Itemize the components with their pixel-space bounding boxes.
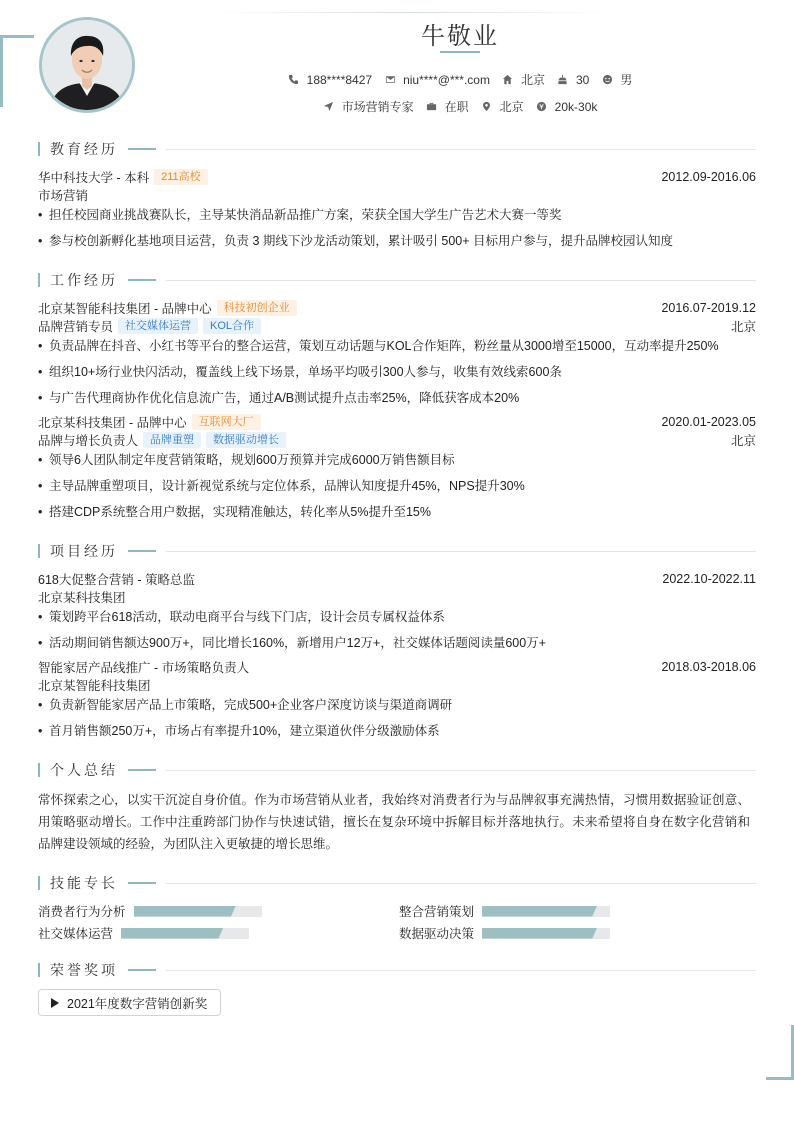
skill-name: 整合营销策划	[399, 905, 475, 919]
work-role-row	[38, 432, 756, 448]
list-item: • 搭建CDP系统整合用户数据，实现精准触达，转化率从5%提升至15%	[38, 504, 756, 520]
send-icon	[323, 101, 335, 113]
section-title-work	[38, 270, 756, 290]
list-item: • 策划跨平台618活动，联动电商平台与线下门店，设计会员专属权益体系	[38, 609, 756, 625]
work-company-tag: 科技初创企业	[217, 300, 297, 316]
intention-city	[481, 98, 524, 115]
intention-status	[426, 98, 469, 115]
skill-item	[399, 925, 610, 941]
skill-name: 消费者行为分析	[38, 905, 126, 919]
skill-level-fill	[482, 928, 597, 939]
work-date: 2020.01-2023.05	[661, 415, 756, 429]
education-header	[38, 169, 756, 185]
list-item: • 担任校园商业挑战赛队长，主导某快消品新品推广方案，荣获全国大学生广告艺术大赛一等奖	[38, 207, 756, 223]
work-role-tag: 数据驱动增长	[206, 432, 286, 448]
skill-level-fill	[134, 906, 236, 917]
skill-level-fill	[121, 928, 223, 939]
intention-city-text: 北京	[499, 100, 524, 114]
education-date: 2012.09-2016.06	[661, 170, 756, 184]
job-intention-row	[130, 98, 790, 115]
section-title-text: 工作经历	[50, 272, 118, 288]
project-title: 618大促整合营销 - 策略总监	[38, 573, 195, 587]
contact-gender-text: 男	[620, 73, 633, 87]
work-role-tag: 品牌重塑	[143, 432, 201, 448]
project-date: 2022.10-2022.11	[662, 572, 756, 586]
work-city: 北京	[730, 434, 756, 448]
intention-salary	[536, 100, 598, 114]
list-item: • 组织10+场行业快闪活动，覆盖线上线下场景，单场平均吸引300人参与，收集有效线索600条	[38, 364, 756, 380]
list-item: • 负责品牌在抖音、小红书等平台的整合运营，策划互动话题与KOL合作矩阵，粉丝量从3000增至15000，互动率提升250%	[38, 338, 756, 354]
project-org: 北京某智能科技集团	[38, 679, 151, 693]
list-item: • 与广告代理商协作优化信息流广告，通过A/B测试提升点击率25%，降低获客成本20%	[38, 390, 756, 406]
work-company-row	[38, 300, 756, 316]
skill-item	[38, 903, 262, 919]
section-title-awards	[38, 960, 756, 980]
personal-summary: 常怀探索之心，以实干沉淀自身价值。作为市场营销从业者，我始终对消费者行为与品牌叙事充满热情，习惯用数据验证创意、用策略驱动增长。工作中注重跨部门协作与快速试错，擅长在复杂环境中拆解目标并落地执行。未来希望将自身在数字化营销和品牌建设领域的经验，为团队注入更敏捷的增长思维。	[38, 793, 750, 851]
home-icon	[502, 74, 514, 86]
gender-icon	[601, 74, 613, 86]
work-role: 品牌营销专员	[38, 320, 114, 334]
contact-info-row	[130, 71, 790, 88]
candidate-name: 牛敬业	[421, 23, 499, 50]
section-title-text: 教育经历	[50, 141, 118, 157]
work-role-row	[38, 318, 756, 334]
award-item	[38, 989, 221, 1016]
award-name: 2021年度数字营销创新奖	[67, 996, 208, 1011]
work-role: 品牌与增长负责人	[38, 434, 139, 448]
play-triangle-icon	[51, 998, 59, 1008]
location-pin-icon	[481, 101, 493, 113]
intention-position	[323, 98, 414, 115]
salary-icon	[536, 101, 548, 113]
corner-decoration-bottom-right	[766, 1025, 794, 1080]
work-date: 2016.07-2019.12	[661, 301, 756, 315]
intention-salary-text: 20k-30k	[554, 99, 598, 114]
work-company-tag: 互联网大厂	[192, 414, 261, 430]
project-org: 北京某科技集团	[38, 591, 126, 605]
section-title-text: 个人总结	[50, 762, 118, 778]
work-role-tag: 社交媒体运营	[118, 318, 198, 334]
contact-hometown	[502, 71, 545, 88]
education-major: 市场营销	[38, 189, 89, 203]
contact-hometown-text: 北京	[520, 73, 545, 87]
education-major-row	[38, 187, 756, 203]
contact-age-text: 30	[575, 72, 590, 87]
project-date: 2018.03-2018.06	[661, 660, 756, 674]
work-company-row	[38, 414, 756, 430]
contact-gender	[601, 71, 632, 88]
contact-age	[557, 73, 589, 87]
section-title-text: 项目经历	[50, 543, 118, 559]
list-item: • 活动期间销售额达900万+，同比增长160%，新增用户12万+，社交媒体话题阅读量600万+	[38, 635, 756, 651]
list-item: • 领导6人团队制定年度营销策略，规划600万预算并完成6000万销售额目标	[38, 452, 756, 468]
skill-level-fill	[482, 906, 597, 917]
skill-level-bar	[134, 906, 262, 917]
intention-status-text: 在职	[444, 100, 469, 114]
list-item: • 负责新智能家居产品上市策略，完成500+企业客户深度访谈与渠道商调研	[38, 697, 756, 713]
mail-icon	[384, 74, 396, 86]
top-decorative-line	[215, 12, 610, 13]
section-title-education	[38, 139, 756, 159]
skill-item	[399, 903, 610, 919]
intention-position-text: 市场营销专家	[341, 100, 414, 114]
work-role-tag: KOL合作	[203, 318, 261, 334]
list-item: • 参与校创新孵化基地项目运营，负责 3 期线下沙龙活动策划，累计吸引 500+ 目标用户参与，提升品牌校园认知度	[38, 233, 756, 249]
list-item: • 首月销售额250万+，市场占有率提升10%，建立渠道伙伴分级激励体系	[38, 723, 756, 739]
section-title-text: 技能专长	[50, 875, 118, 891]
education-school: 华中科技大学 - 本科	[38, 171, 150, 185]
contact-phone	[288, 73, 372, 87]
name-underline	[440, 51, 480, 53]
phone-icon	[288, 74, 300, 86]
cake-icon	[557, 74, 569, 86]
section-title-projects	[38, 541, 756, 561]
skill-level-bar	[121, 928, 249, 939]
skill-level-bar	[482, 906, 610, 917]
project-title: 智能家居产品线推广 - 市场策略负责人	[38, 661, 250, 675]
skill-item	[38, 925, 249, 941]
skill-level-bar	[482, 928, 610, 939]
education-school-tag: 211高校	[154, 169, 208, 185]
briefcase-icon	[426, 101, 438, 113]
contact-email	[384, 73, 490, 87]
project-header	[38, 659, 756, 675]
project-org-row	[38, 589, 756, 605]
project-header	[38, 571, 756, 587]
work-city: 北京	[730, 320, 756, 334]
section-title-text: 荣誉奖项	[50, 962, 118, 978]
section-title-summary	[38, 760, 756, 780]
project-org-row	[38, 677, 756, 693]
contact-phone-text: 188****8427	[306, 72, 373, 87]
skill-name: 社交媒体运营	[38, 927, 114, 941]
work-company: 北京某科技集团 - 品牌中心	[38, 416, 187, 430]
list-item: • 主导品牌重塑项目，设计新视觉系统与定位体系，品牌认知度提升45%，NPS提升30%	[38, 478, 756, 494]
section-title-skills	[38, 873, 756, 893]
skill-name: 数据驱动决策	[399, 927, 475, 941]
contact-email-text: niu****@***.com	[403, 72, 490, 87]
work-company: 北京某智能科技集团 - 品牌中心	[38, 302, 212, 316]
